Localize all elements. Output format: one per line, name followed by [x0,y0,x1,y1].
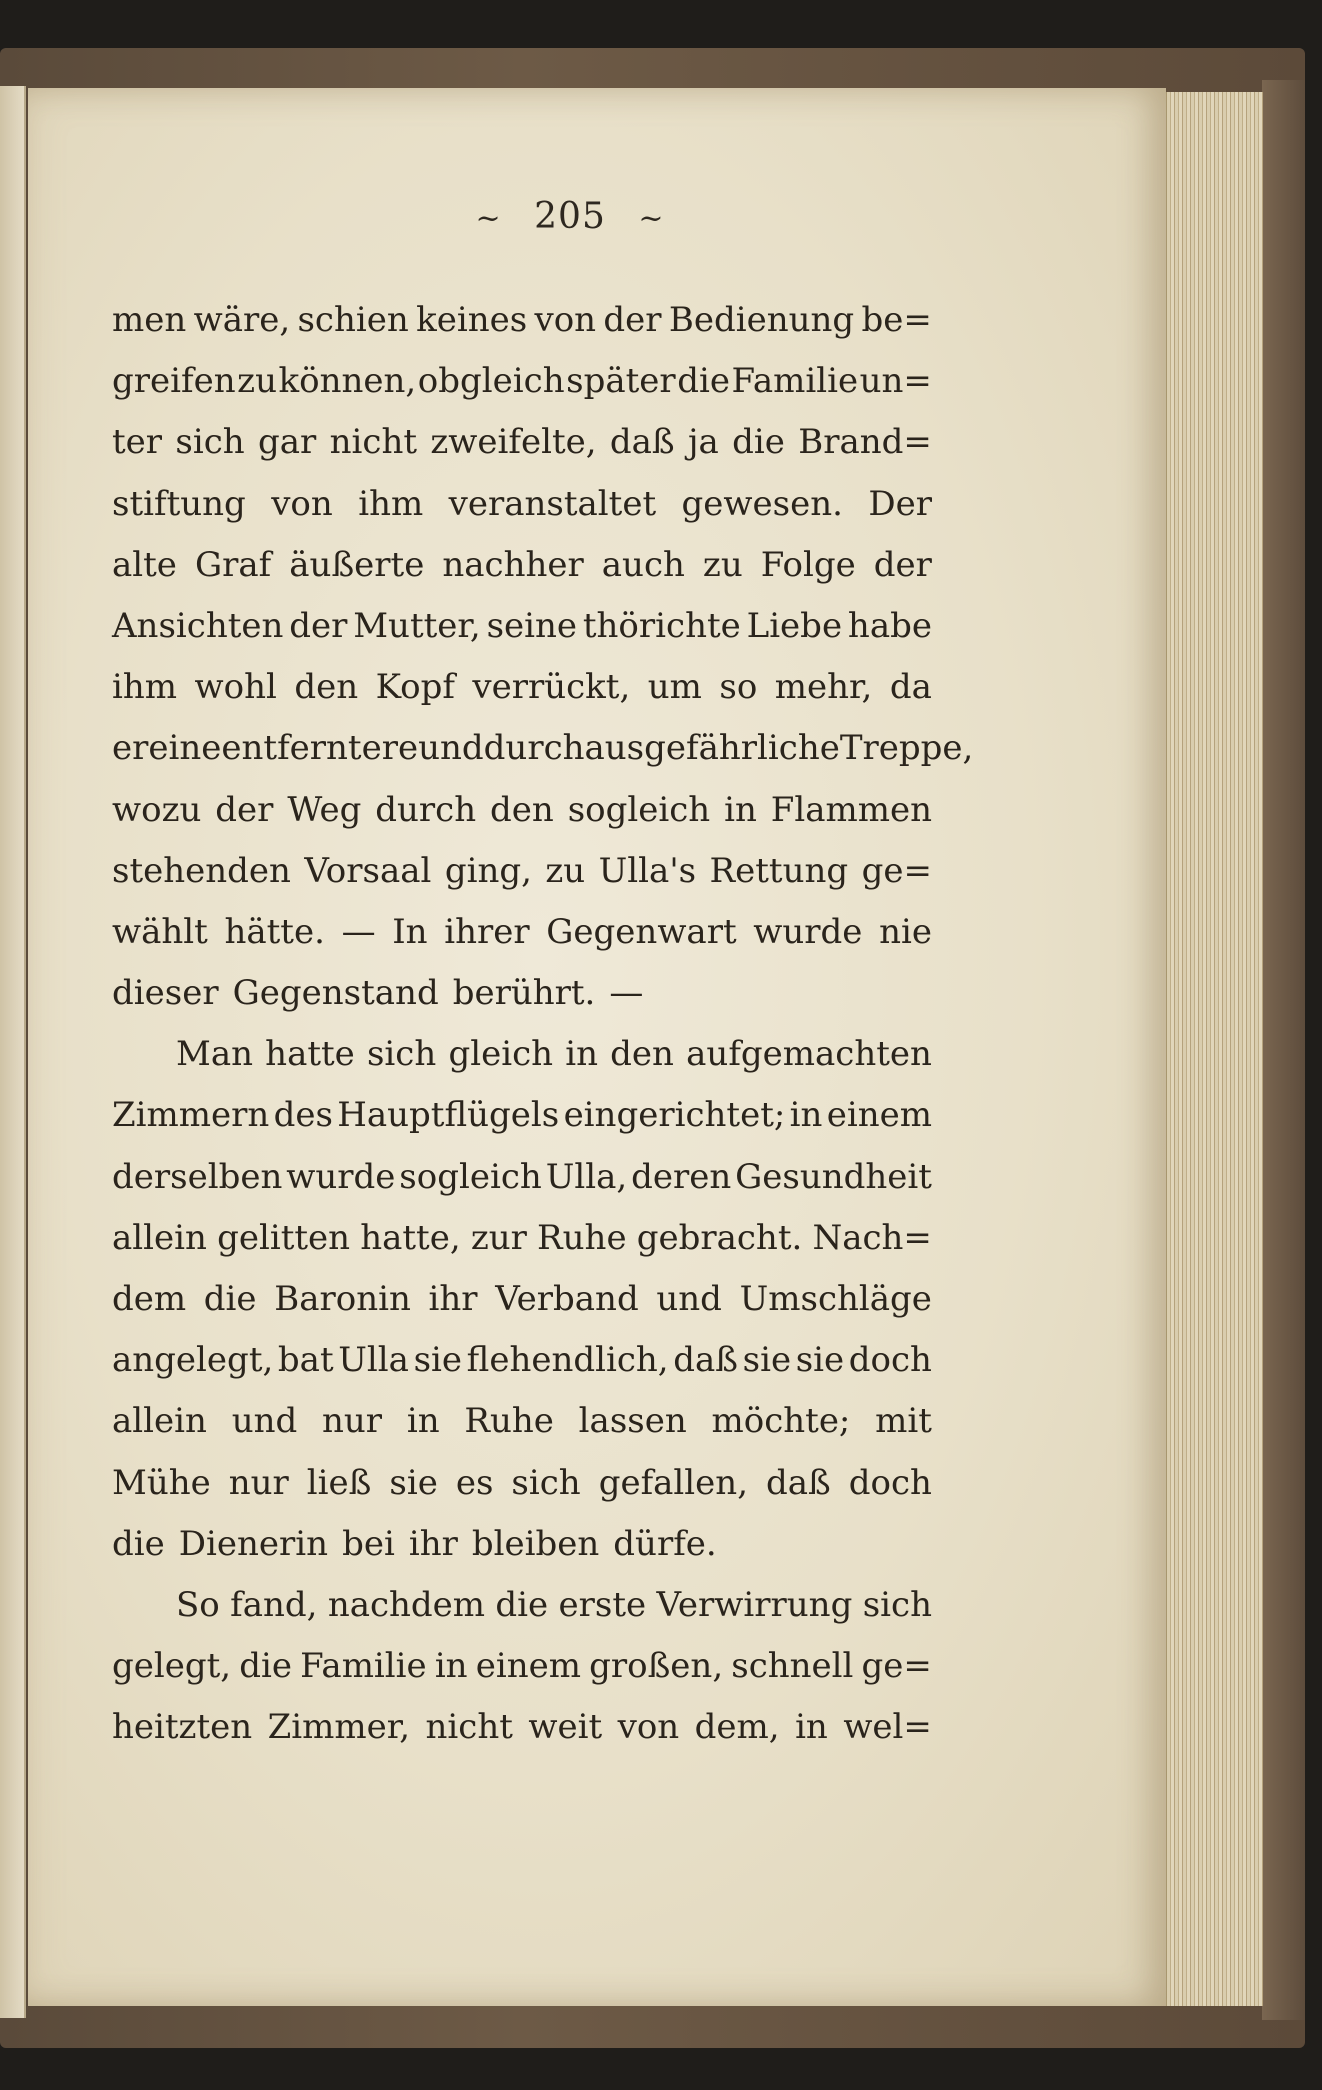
word: da [889,667,932,708]
word: dürfe. [613,1523,717,1564]
word: um [647,667,702,708]
word: Der [868,483,932,524]
word: sich [862,1584,932,1625]
word: von [617,1707,680,1748]
word: be= [861,300,932,340]
word: stiftung [112,483,246,524]
word: Graf [194,544,272,585]
word: allein [112,1217,207,1258]
word: heitzten [112,1707,253,1748]
word: der [215,789,274,830]
word: Verwirrung [656,1584,853,1625]
word: allein [112,1401,207,1442]
word: bei [342,1523,395,1564]
word: Nach= [812,1217,932,1258]
word: greifen [112,361,236,402]
word: flehendlich, [466,1340,669,1381]
word: Ulla's [598,850,697,891]
word: der [603,300,662,340]
text-line [112,718,974,779]
text-line [112,474,932,535]
word: gefährliche [644,728,840,769]
word: gebracht. [636,1217,803,1258]
word: habe [847,605,932,646]
word: men [112,300,187,340]
word: sich [366,1034,437,1075]
flourish-left: ~ [475,201,502,236]
word: der [289,605,348,646]
word: nachher [442,544,584,585]
word: in [406,1401,440,1442]
word: keines [416,300,528,340]
word: Weg [287,789,362,830]
page-number: 205 [534,196,606,237]
text-line [112,290,932,351]
word: doch [848,1340,932,1381]
word: So [176,1584,220,1625]
word: Rettung [709,850,849,891]
word: bat [277,1340,334,1381]
word: durch [375,789,477,830]
word: erste [558,1584,647,1625]
word: Mutter, [353,605,481,646]
word: ge= [861,850,932,891]
word: derselben [112,1156,283,1197]
word: angelegt, [112,1340,274,1381]
word: Zimmern [112,1095,270,1136]
word: von [271,483,333,524]
word: berührt. [452,973,596,1014]
word: Gesundheit [735,1156,932,1197]
word: Ruhe [464,1401,554,1442]
word: es [455,1462,494,1503]
word: Familie [731,361,859,402]
text-line [112,1391,932,1452]
word: daß [673,1340,738,1381]
word: sich [511,1462,581,1503]
word: obgleich [417,361,565,402]
word: gelitten [217,1217,351,1258]
word: Man [176,1034,253,1075]
flourish-right: ~ [638,201,665,236]
previous-page-edge [0,86,26,2018]
word: zu [545,850,586,891]
word: mehr, [774,667,873,708]
word: die [239,1646,293,1687]
word: schnell [731,1646,854,1687]
text-line [112,535,932,596]
word: nachdem [327,1584,486,1625]
word: nur [228,1462,289,1503]
word: hätte. [224,911,325,952]
word: Verband [495,1279,639,1319]
word: fand, [230,1584,318,1625]
word: sie [795,1340,845,1381]
word: zu [237,361,277,402]
body-text [112,290,974,1759]
word: nur [322,1401,383,1442]
word: deren [631,1156,732,1197]
word: den [610,1034,674,1075]
text-line [112,1147,932,1208]
word: sogleich [567,789,711,830]
word: eingerichtet; [563,1095,786,1136]
word: können, [278,361,417,402]
text-line [112,841,932,902]
word: daß [609,422,675,463]
word: bleiben [471,1523,600,1564]
page-header [400,196,740,237]
word: einem [826,1095,932,1136]
word: einem [475,1646,581,1687]
word: un= [859,361,932,402]
word: Baronin [274,1279,411,1319]
word: in [789,1095,823,1136]
word: die [732,422,785,463]
word: dem, [694,1707,780,1748]
word: später [566,361,676,402]
word: ihm [358,483,424,524]
text-line [112,780,932,841]
word: wäre, [193,300,291,340]
word: den [294,667,359,708]
word: in [724,789,757,830]
word: lassen [578,1401,687,1442]
word: zu [702,544,743,585]
word: aufgemachten [686,1034,932,1075]
word: äußerte [289,544,425,585]
word: nicht [329,422,418,463]
word: er [112,728,149,769]
word: die [495,1584,549,1625]
word: sie [389,1462,438,1503]
word: gar [258,422,317,463]
text-line [112,1269,932,1330]
word: den [490,789,554,830]
word: ihrer [444,911,530,952]
word: Kopf [375,667,455,708]
page-stack-edges [1166,92,1263,2006]
word: Umschläge [739,1279,932,1319]
word: weit [528,1707,603,1748]
text-line [112,1514,932,1575]
text-line [112,412,932,473]
word: ließ [306,1462,372,1503]
word: Gegenstand [232,973,439,1014]
word: Ruhe [537,1217,627,1258]
text-line [112,1085,932,1146]
word: wurde [286,1156,396,1197]
word: Liebe [746,605,843,646]
word: möchte; [711,1401,851,1442]
word: mit [875,1401,932,1442]
word: veranstaltet [448,483,657,524]
word: Bedienung [668,300,855,340]
word: wel= [843,1707,932,1748]
word: hatte [265,1034,355,1075]
word: dieser [112,973,219,1014]
text-line [112,902,932,963]
word: Ulla [338,1340,409,1381]
word: von [534,300,597,340]
word: durchaus [483,728,645,769]
word: ging, [444,850,532,891]
word: Gegenwart [546,911,737,952]
word: Folge [760,544,856,585]
word: gleich [448,1034,554,1075]
text-line [112,657,932,718]
word: des [273,1095,333,1136]
word: hatte, [360,1217,461,1258]
text-line [112,1024,932,1085]
word: in [565,1034,598,1075]
word: und [656,1279,722,1319]
word: gefallen, [598,1462,749,1503]
word: dem [112,1279,187,1319]
word: Hauptflügels [337,1095,560,1136]
word: nie [879,911,932,952]
text-line [112,1575,932,1636]
word: sogleich [399,1156,542,1197]
word: — [609,973,644,1014]
word: stehenden [112,850,291,891]
word: eine [148,728,222,769]
word: Vorsaal [304,850,432,891]
word: wozu [112,789,202,830]
word: ihr [408,1523,458,1564]
text-line [112,1208,932,1269]
word: sie [742,1340,792,1381]
word: Ansichten [112,605,284,646]
word: ihm [112,667,178,708]
word: thörichte [582,605,741,646]
word: Mühe [112,1462,211,1503]
word: doch [848,1462,932,1503]
word: entferntere [221,728,419,769]
word: In [392,911,428,952]
word: wurde [753,911,863,952]
word: Flammen [770,789,932,830]
word: schien [297,300,409,340]
word: und [418,728,484,769]
word: nicht [425,1707,513,1748]
word: ge= [861,1646,932,1687]
word: auch [601,544,685,585]
word: Treppe, [839,728,974,769]
word: so [719,667,758,708]
word: und [231,1401,298,1442]
word: Ulla, [545,1156,628,1197]
word: die [112,1523,165,1564]
word: Brand= [798,422,932,463]
word: der [873,544,932,585]
word: daß [766,1462,831,1503]
text-line [112,1330,932,1391]
word: gelegt, [112,1646,232,1687]
word: Dienerin [178,1523,329,1564]
text-line [112,596,932,657]
word: Familie [300,1646,427,1687]
word: gewesen. [681,483,843,524]
word: Zimmer, [267,1707,411,1748]
word: verrückt, [472,667,631,708]
text-line [112,351,932,412]
word: alte [112,544,177,585]
word: zur [470,1217,527,1258]
text-line [112,1453,932,1514]
word: wohl [194,667,277,708]
word: in [434,1646,468,1687]
word: ja [687,422,719,463]
word: die [203,1279,257,1319]
word: zweifelte, [430,422,597,463]
word: sich [175,422,245,463]
word: seine [486,605,578,646]
word: ihr [428,1279,478,1319]
word: wählt [112,911,208,952]
book-spine-edge [1262,80,1305,2020]
text-line [112,1636,932,1697]
word: sie [413,1340,463,1381]
word: großen, [589,1646,724,1687]
word: die [677,361,730,402]
word: — [341,911,376,952]
word: in [795,1707,828,1748]
text-line [112,1697,932,1758]
word: ter [112,422,163,463]
text-line [112,963,932,1024]
